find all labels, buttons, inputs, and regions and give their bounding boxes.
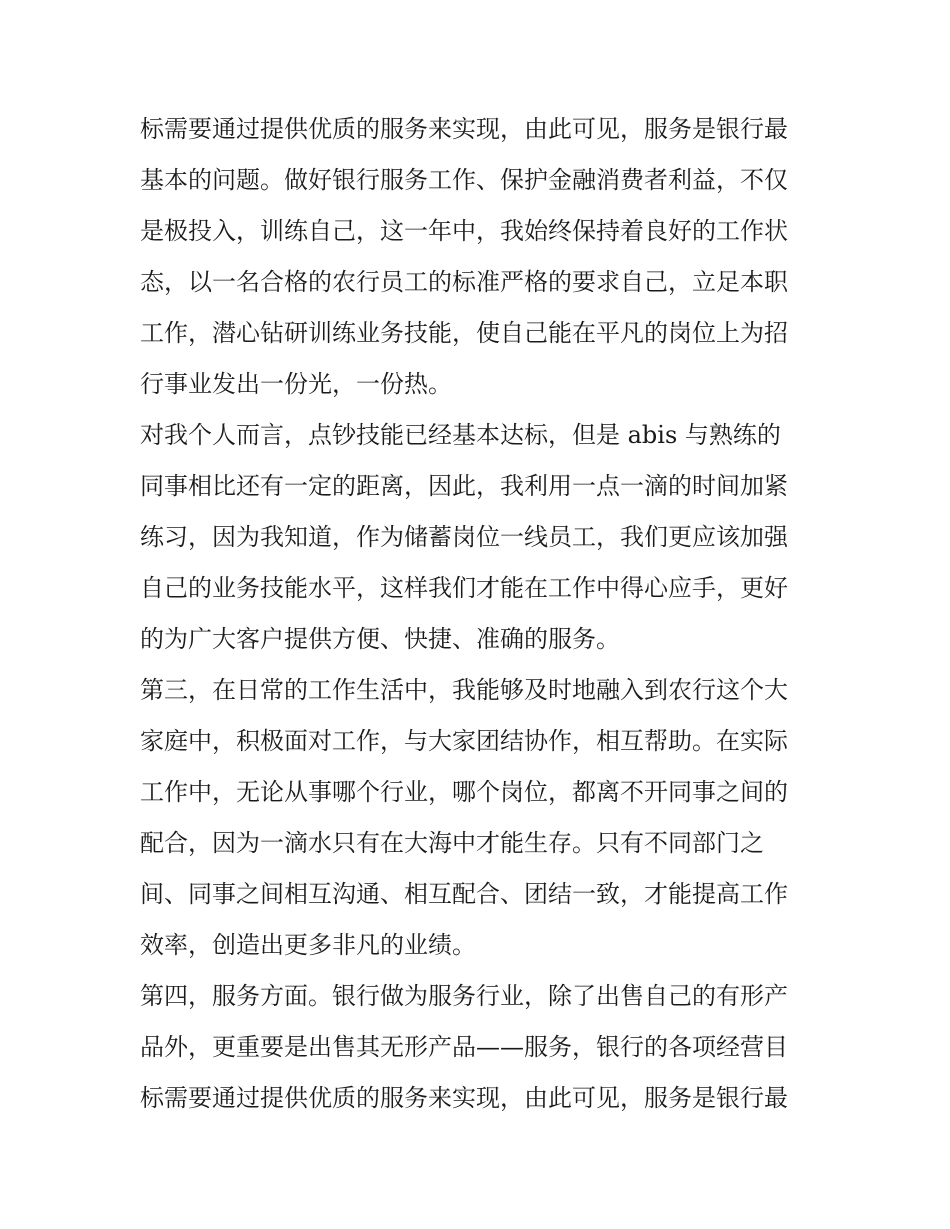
text-line: 第三，在日常的工作生活中，我能够及时地融入到农行这个大 [140, 676, 788, 704]
text-line: 是极投入，训练自己，这一年中，我始终保持着良好的工作状 [140, 217, 788, 245]
body-text [140, 104, 820, 1124]
text-line: 练习，因为我知道，作为储蓄岗位一线员工，我们更应该加强 [140, 523, 788, 551]
text-line: 的为广大客户提供方便、快捷、准确的服务。 [140, 625, 620, 653]
text-line: 对我个人而言，点钞技能已经基本达标，但是 abis 与熟练的 [140, 421, 781, 449]
text-line: 间、同事之间相互沟通、相互配合、团结一致，才能提高工作 [140, 880, 788, 908]
text-line: 工作中，无论从事哪个行业，哪个岗位，都离不开同事之间的 [140, 778, 788, 806]
text-line: 工作，潜心钻研训练业务技能，使自己能在平凡的岗位上为招 [140, 319, 788, 347]
text-line: 品外，更重要是出售其无形产品——服务，银行的各项经营目 [140, 1033, 788, 1061]
text-line: 家庭中，积极面对工作，与大家团结协作，相互帮助。在实际 [140, 727, 788, 755]
text-line: 态，以一名合格的农行员工的标准严格的要求自己，立足本职 [140, 268, 788, 296]
text-line: 同事相比还有一定的距离，因此，我利用一点一滴的时间加紧 [140, 472, 788, 500]
text-line: 自己的业务技能水平，这样我们才能在工作中得心应手，更好 [140, 574, 788, 602]
text-line: 第四，服务方面。银行做为服务行业，除了出售自己的有形产 [140, 982, 788, 1010]
text-line: 配合，因为一滴水只有在大海中才能生存。只有不同部门之 [140, 829, 764, 857]
text-line: 行事业发出一份光，一份热。 [140, 370, 452, 398]
text-line: 效率，创造出更多非凡的业绩。 [140, 931, 476, 959]
text-line: 基本的问题。做好银行服务工作、保护金融消费者利益，不仅 [140, 166, 788, 194]
text-line: 标需要通过提供优质的服务来实现，由此可见，服务是银行最 [140, 1084, 788, 1112]
text-line: 标需要通过提供优质的服务来实现，由此可见，服务是银行最 [140, 115, 788, 143]
